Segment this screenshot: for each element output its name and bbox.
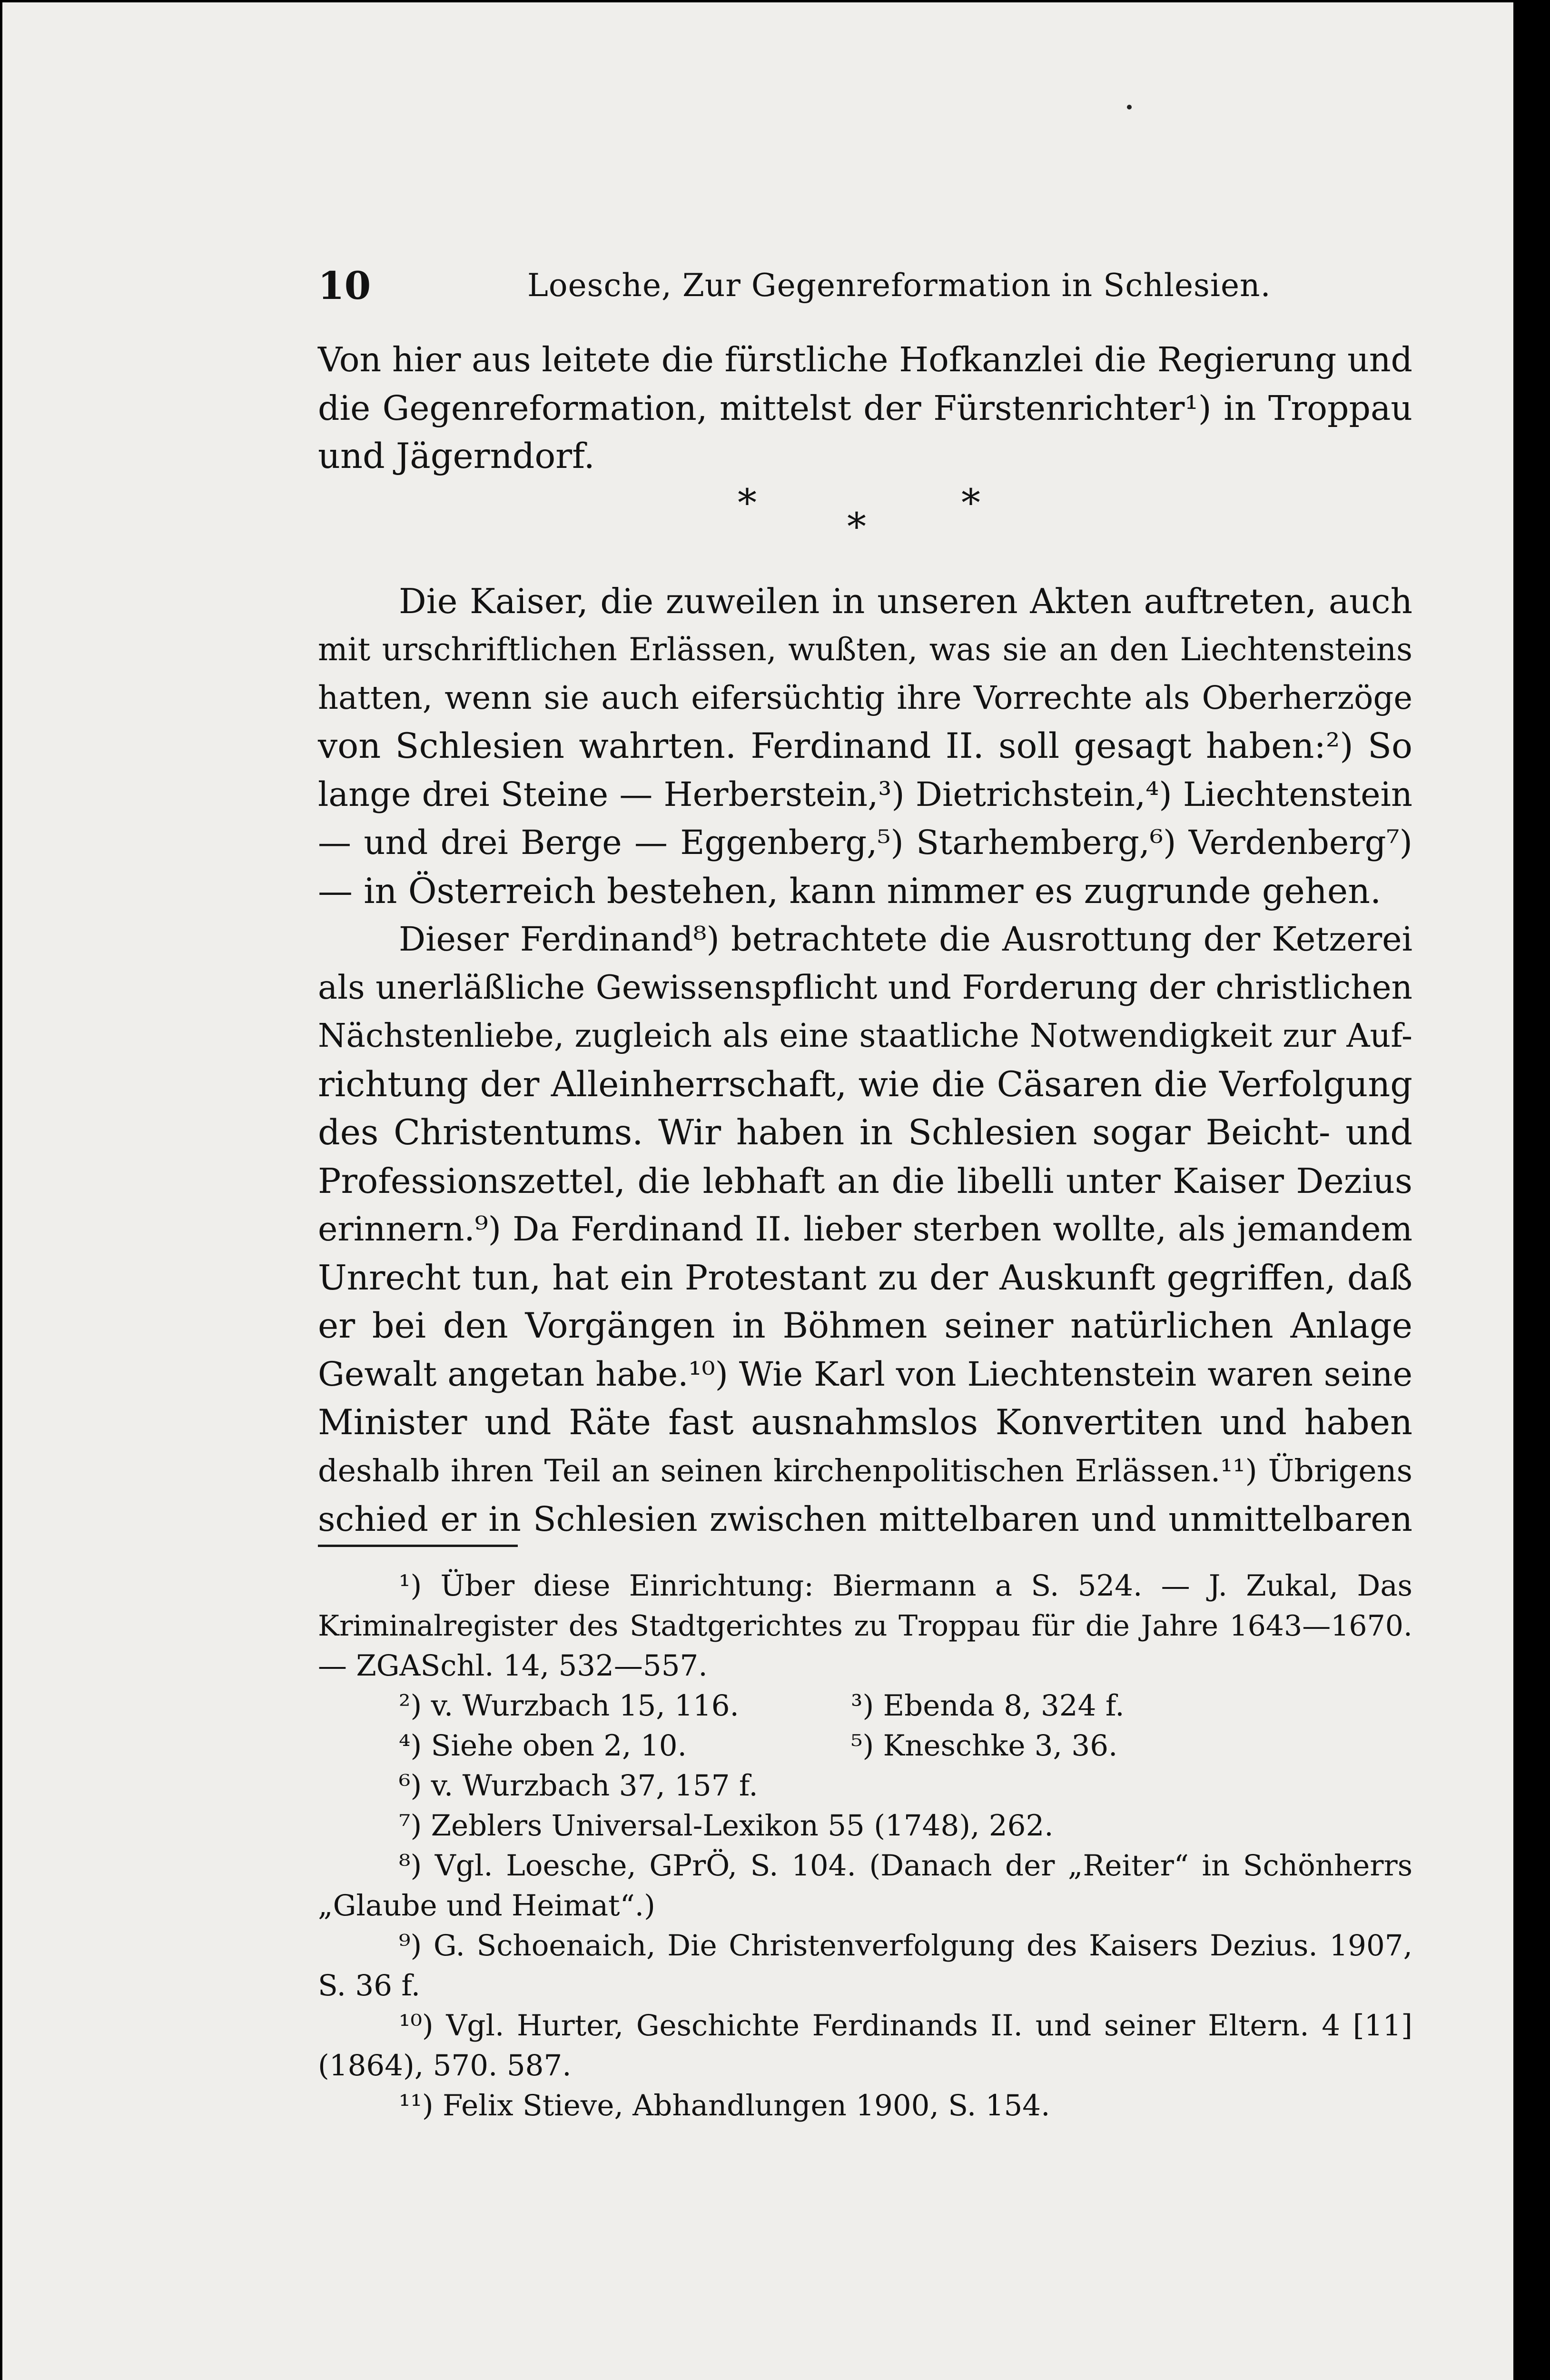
footnote: ⁵) Kneschke 3, 36. [851, 1729, 1118, 1763]
section-separator [704, 481, 1037, 557]
asterisk-middle: * [847, 505, 866, 549]
body-line: er bei den Vorgängen in Böhmen seiner natürlichen Anlage [318, 1306, 1412, 1346]
footnote-line: ⁹) G. Schoenaich, Die Christenverfolgung des Kaisers Dezius. 1907, [399, 1929, 1412, 1963]
body-line: — in Österreich bestehen, kann nimmer es zugrunde gehen. [318, 871, 1382, 912]
body-line: — und drei Berge — Eggenberg,⁵) Starhemberg,⁶) Verdenberg⁷) [318, 823, 1412, 862]
body-line: des Christentums. Wir haben in Schlesien sogar Beicht- und [318, 1112, 1412, 1153]
footnote-line: „Glaube und Heimat“.) [318, 1889, 655, 1923]
body-line: und Jägerndorf. [318, 436, 595, 476]
body-line: richtung der Alleinherrschaft, wie die Cäsaren die Verfolgung [318, 1064, 1412, 1105]
scan-border-right [1516, 0, 1550, 2380]
asterisk-right: * [961, 481, 980, 525]
page-header [318, 259, 1412, 312]
footnote-line: S. 36 f. [318, 1969, 421, 2003]
body-line: Gewalt angetan habe.¹⁰) Wie Karl von Liechtenstein waren seine [318, 1354, 1412, 1394]
footnote-line: (1864), 570. 587. [318, 2049, 572, 2082]
body-line: schied er in Schlesien zwischen mittelbaren und unmittelbaren [318, 1499, 1412, 1539]
body-line: Professionszettel, die lebhaft an die libelli unter Kaiser Dezius [318, 1160, 1412, 1201]
footnote: ³) Ebenda 8, 324 f. [851, 1689, 1125, 1723]
body-line: erinnern.⁹) Da Ferdinand II. lieber sterben wollte, als jemandem [318, 1210, 1412, 1249]
footnote-line: ⁸) Vgl. Loesche, GPrÖ, S. 104. (Danach der „Reiter“ in Schönherrs [399, 1849, 1412, 1883]
body-line: Minister und Räte fast ausnahmslos Konvertiten und haben [318, 1402, 1412, 1443]
body-line: lange drei Steine — Herberstein,³) Dietrichstein,⁴) Liechtenstein [318, 774, 1412, 814]
body-line: die Gegenreformation, mittelst der Fürstenrichter¹) in Troppau [318, 388, 1412, 428]
body-line: mit urschriftlichen Erlässen, wußten, was sie an den Liechtensteins [318, 631, 1412, 668]
body-line: von Schlesien wahrten. Ferdinand II. soll gesagt haben:²) So [318, 726, 1412, 766]
body-line: hatten, wenn sie auch eifersüchtig ihre Vorrechte als Oberherzöge [318, 679, 1412, 716]
footnote-rule [318, 1545, 518, 1547]
page-number: 10 [318, 263, 371, 308]
footnote: ⁷) Zeblers Universal-Lexikon 55 (1748), 262. [399, 1809, 1054, 1843]
body-line: Von hier aus leitete die fürstliche Hofkanzlei die Regierung und [318, 340, 1412, 379]
body-line: deshalb ihren Teil an seinen kirchenpolitischen Erlässen.¹¹) Übrigens [318, 1453, 1412, 1489]
footnote: ¹¹) Felix Stieve, Abhandlungen 1900, S. 154. [399, 2089, 1050, 2122]
running-title: Loesche, Zur Gegenreformation in Schlesien. [527, 267, 1271, 304]
body-line: Dieser Ferdinand⁸) betrachtete die Ausrottung der Ketzerei [399, 920, 1412, 959]
footnote: ²) v. Wurzbach 15, 116. [399, 1689, 739, 1723]
footnote-line: ¹) Über diese Einrichtung: Biermann a S. 524. — J. Zukal, Das [399, 1569, 1412, 1603]
body-line: Nächstenliebe, zugleich als eine staatliche Notwendigkeit zur Auf- [318, 1017, 1412, 1055]
footnotes [318, 1566, 1412, 2126]
footnote: ⁶) v. Wurzbach 37, 157 f. [399, 1769, 758, 1803]
footnote-line: ¹⁰) Vgl. Hurter, Geschichte Ferdinands II. und seiner Eltern. 4 [11] [399, 2009, 1412, 2043]
footnote-row [318, 1686, 1412, 1726]
body-line: Unrecht tun, hat ein Protestant zu der Auskunft gegriffen, daß [318, 1257, 1412, 1298]
asterisk-left: * [738, 481, 757, 525]
scan-speck [1127, 105, 1132, 109]
body-line: Die Kaiser, die zuweilen in unseren Akten auftreten, auch [399, 581, 1412, 621]
footnote: ⁴) Siehe oben 2, 10. [399, 1729, 687, 1763]
body-line: als unerläßliche Gewissenspflicht und Forderung der christlichen [318, 968, 1412, 1007]
footnote-line: — ZGASchl. 14, 532—557. [318, 1649, 708, 1683]
footnote-row [318, 1726, 1412, 1766]
footnote-line: Kriminalregister des Stadtgerichtes zu Troppau für die Jahre 1643—1670. [318, 1609, 1412, 1643]
